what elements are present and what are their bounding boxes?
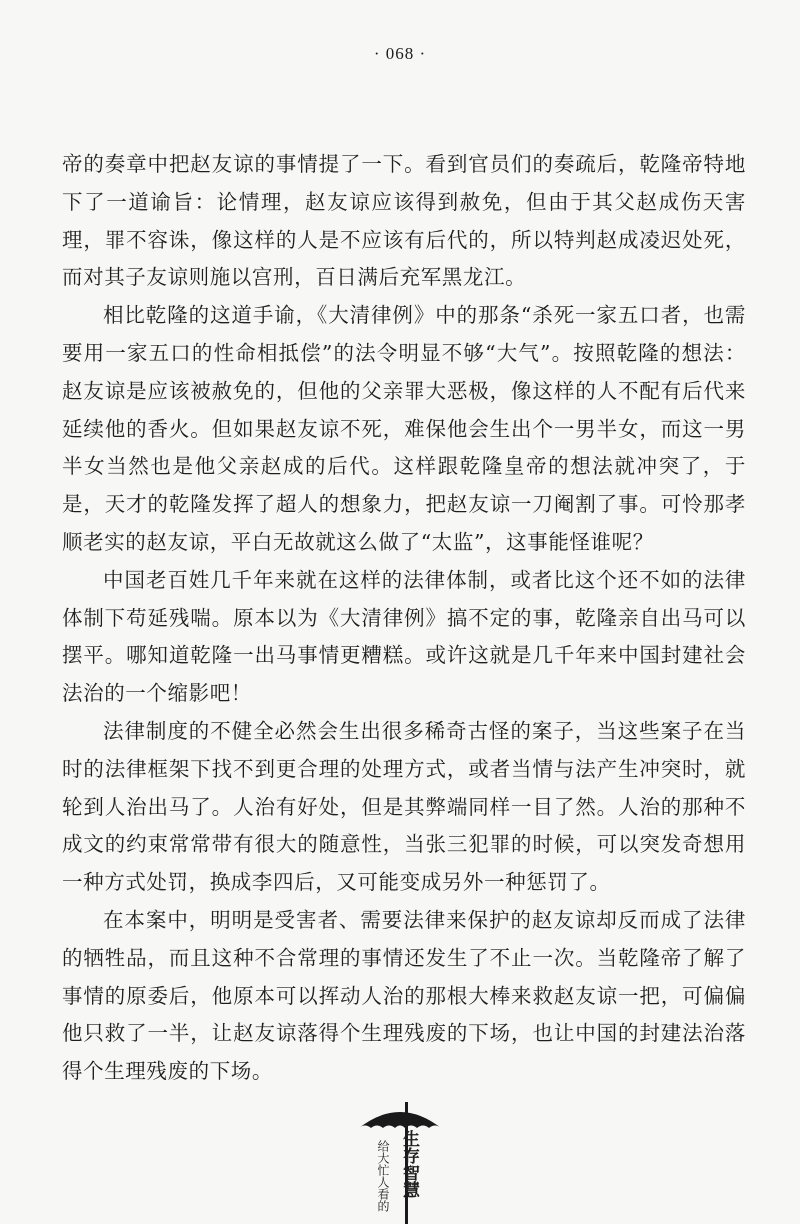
logo-subtitle: 给大忙人看的 <box>376 1140 390 1212</box>
paragraph-3: 中国老百姓几千年来就在这样的法律体制，或者比这个还不如的法律体制下苟延残喘。原本以为《大清律例》搞不定的事，乾隆亲自出马可以摆平。哪知道乾隆一出马事情更糟糕。或许这就是几千年来中国封建社会法治的一个缩影吧！ <box>62 567 746 706</box>
body-text <box>62 146 746 1091</box>
paragraph-5: 在本案中，明明是受害者、需要法律来保护的赵友谅却反而成了法律的牺牲品，而且这种不合常理的事情还发生了不止一次。当乾隆帝了解了事情的原委后，他原本可以挥动人治的那根大棒来救赵友谅一把，可偏偏他只救了一半，让赵友谅落得个生理残废的下场，也让中国的封建法治落得个生理残废的下场。 <box>62 907 746 1084</box>
paragraph-1: 帝的奏章中把赵友谅的事情提了一下。看到官员们的奏疏后，乾隆帝特地下了一道谕旨：论情理，赵友谅应该得到赦免，但由于其父赵成伤天害理，罪不容诛，像这样的人是不应该有后代的，所以特判赵成凌迟处死，而对其子友谅则施以宫刑，百日满后充军黑龙江。 <box>62 152 746 290</box>
paragraph-4: 法律制度的不健全必然会生出很多稀奇古怪的案子，当这些案子在当时的法律框架下找不到更合理的处理方式，或者当情与法产生冲突时，就轮到人治出马了。人治有好处，但是其弊端同样一目了然。人治的那种不成文的约束常常带有很大的随意性，当张三犯罪的时候，可以突发奇想用一种方式处罚，换成李四后，又可能变成另外一种惩罚了。 <box>62 718 746 895</box>
page-number: · 068 · <box>373 44 427 63</box>
series-logo <box>355 1094 445 1224</box>
paragraph-2: 相比乾隆的这道手谕，《大清律例》中的那条“杀死一家五口者，也需要用一家五口的性命相抵偿”的法令明显不够“大气”。按照乾隆的想法：赵友谅是应该被赦免的，但他的父亲罪大恶极，像这样的人不配有后代来延续他的香火。但如果赵友谅不死，难保他会生出个一男半女，而这一男半女当然也是他父亲赵成的后代。这样跟乾隆皇帝的想法就冲突了，于是，天才的乾隆发挥了超人的想象力，把赵友谅一刀阉割了事。可怜那孝顺老实的赵友谅，平白无故就这么做了“太监”，这事能怪谁呢？ <box>62 303 746 554</box>
logo-title: 生存智慧 <box>399 1130 419 1198</box>
